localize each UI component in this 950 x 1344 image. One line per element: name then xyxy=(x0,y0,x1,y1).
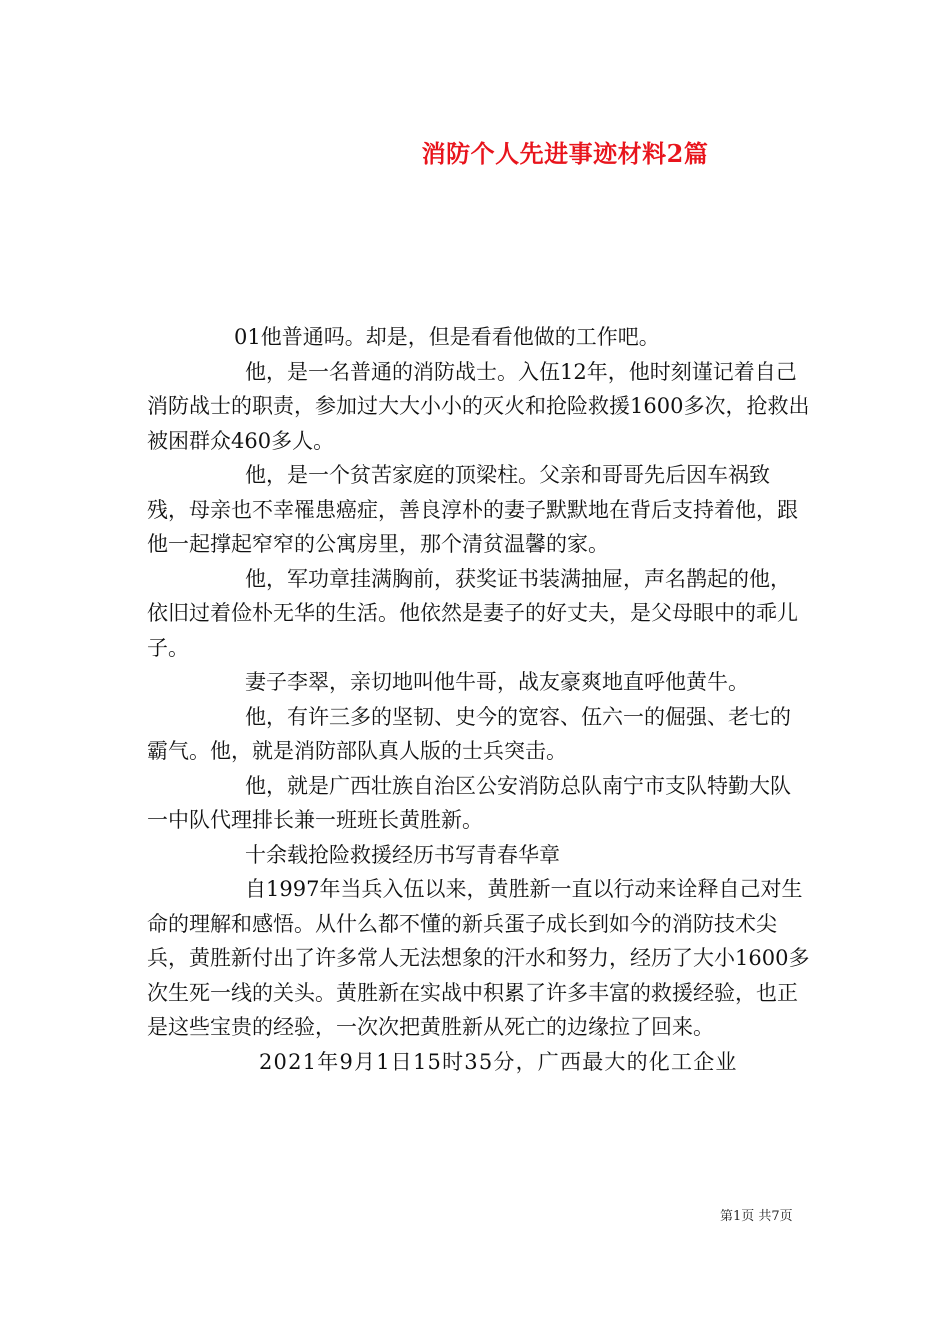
paragraph-medals: 他，军功章挂满胸前，获奖证书装满抽屉，声名鹊起的他，依旧过着俭朴无华的生活。他依然是妻子的好丈夫，是父母眼中的乖儿子。 xyxy=(147,566,798,660)
page-number: 第1页 共7页 xyxy=(720,1209,793,1224)
paragraph-incident: 2021年9月1日15时35分，广西最大的化工企业 xyxy=(259,1049,738,1074)
document-title: 消防个人先进事迹材料2篇 xyxy=(421,139,709,168)
paragraph-ordinary-soldier: 他，是一名普通的消防战士。入伍12年，他时刻谨记着自己消防战士的职责，参加过大大小小的灭火和抢险救援1600多次，抢救出被困群众460多人。 xyxy=(147,359,810,453)
paragraph-nicknames: 妻子李翠，亲切地叫他牛哥，战友豪爽地直呼他黄牛。 xyxy=(245,670,749,694)
paragraph-intro: 01他普通吗。却是，但是看看他做的工作吧。 xyxy=(234,325,660,349)
paragraph-family-pillar: 他，是一个贫苦家庭的顶梁柱。父亲和哥哥先后因车祸致残，母亲也不幸罹患癌症，善良淳朴的妻子默默地在背后支持着他，跟他一起撑起窄窄的公寓房里，那个清贫温馨的家。 xyxy=(147,463,798,556)
section-heading: 十余载抢险救援经历书写青春华章 xyxy=(245,842,560,867)
paragraph-experience: 自1997年当兵入伍以来，黄胜新一直以行动来诠释自己对生命的理解和感悟。从什么都不懂的新兵蛋子成长到如今的消防技术尖兵，黄胜新付出了许多常人无法想象的汗水和努力，经历了大小1600多次生死一线的关头。黄胜新在实战中积累了许多丰富的救援经验，也正是这些宝贵的经验，一次次把黄胜新从死亡的边缘拉了回来。 xyxy=(147,877,810,1039)
paragraph-identity: 他，就是广西壮族自治区公安消防总队南宁市支队特勤大队一中队代理排长兼一班班长黄胜新。 xyxy=(147,773,791,832)
paragraph-character: 他，有许三多的坚韧、史今的宽容、伍六一的倔强、老七的霸气。他，就是消防部队真人版的士兵突击。 xyxy=(147,704,791,763)
document-body xyxy=(147,320,811,1079)
